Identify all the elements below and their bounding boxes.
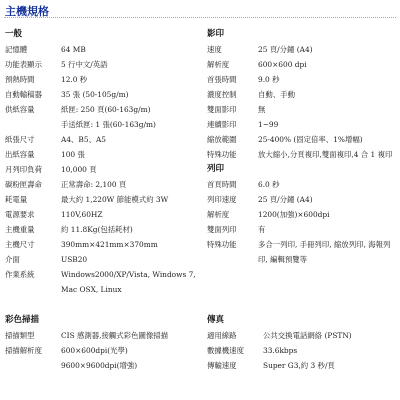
spec-value: 35 張 (50-105g/m): [61, 90, 129, 99]
spec-value: 紙匣: 250 頁(60-163g/m): [61, 105, 151, 114]
spec-value: 5 行中文/英語: [61, 60, 108, 69]
general-section: [5, 27, 205, 297]
spec-value: 25 頁/分鐘 (A4): [258, 195, 313, 204]
spec-row: [5, 177, 205, 192]
spec-row: [5, 72, 205, 87]
spec-value: 有: [258, 225, 266, 234]
spec-label: 功能表顯示: [5, 60, 42, 69]
spec-row: [207, 237, 397, 267]
spec-label: 耗電量: [5, 195, 28, 204]
spec-row: [207, 87, 397, 102]
spec-label: 傳輸速度: [207, 361, 237, 370]
spec-label: 供紙容量: [5, 105, 35, 114]
spec-value: A4、B5、A5: [61, 135, 106, 144]
spec-label: 掃描類型: [5, 331, 35, 340]
spec-label: 縮放範圍: [207, 135, 237, 144]
copy-rows: [207, 42, 397, 162]
spec-row: [5, 222, 205, 237]
spec-row: [5, 267, 205, 297]
spec-value: 無: [258, 105, 266, 114]
spec-label: 自動輸稿器: [5, 90, 42, 99]
spec-label: 雙面列印: [207, 225, 237, 234]
spec-value: 33.6kbps: [263, 346, 298, 355]
spec-value: Super G3,約 3 秒/頁: [263, 361, 335, 370]
spec-row: [207, 72, 397, 87]
spec-label: 介面: [5, 255, 20, 264]
spec-value: USB20: [61, 255, 88, 264]
spec-value: Windows2000/XP/Vista, Windows 7, Mac OSX, Linux: [61, 270, 196, 294]
scan-section: [5, 313, 205, 373]
spec-row: [207, 343, 397, 358]
spec-row: [5, 252, 205, 267]
spec-value: 10,000 頁: [61, 165, 97, 174]
spec-value: 390mm×421mm×370mm: [61, 240, 158, 249]
spec-value: 9.0 秒: [258, 75, 280, 84]
spec-value: 6.0 秒: [258, 180, 280, 189]
spec-label: 記憶體: [5, 45, 28, 54]
spec-row: [207, 177, 397, 192]
spec-label: 碳粉匣壽命: [5, 180, 42, 189]
general-heading: 一般: [5, 29, 23, 39]
spec-label: 首頁時間: [207, 180, 237, 189]
spec-value: 9600×9600dpi(增強): [61, 361, 138, 370]
fax-rows: [207, 328, 397, 373]
spec-value: 最大約 1,220W 節能模式約 3W: [61, 195, 169, 204]
spec-row: [5, 237, 205, 252]
spec-value: 約 11.8Kg(包括耗材): [61, 225, 133, 234]
spec-row: [5, 117, 205, 132]
spec-value: 110V,60HZ: [61, 210, 103, 219]
spec-value: 12.0 秒: [61, 75, 88, 84]
spec-label: 首張時間: [207, 75, 237, 84]
spec-label: 濃度控制: [207, 90, 237, 99]
spec-label: 速度: [207, 45, 222, 54]
spec-row: [207, 117, 397, 132]
scan-rows: [5, 328, 205, 373]
spec-value: 64 MB: [61, 45, 86, 54]
spec-value: 正常壽命: 2,100 頁: [61, 180, 127, 189]
spec-value: 100 張: [61, 150, 85, 159]
spec-row: [207, 132, 397, 147]
copy-print-column: [207, 27, 397, 267]
spec-label: 特殊功能: [207, 240, 237, 249]
spec-label: 列印速度: [207, 195, 237, 204]
spec-row: [207, 147, 397, 162]
spec-row: [5, 328, 205, 343]
spec-row: [5, 42, 205, 57]
spec-label: 解析度: [207, 210, 230, 219]
spec-value: 25 頁/分鐘 (A4): [258, 45, 313, 54]
spec-value: 600×600 dpi: [258, 60, 307, 69]
spec-label: 出紙容量: [5, 150, 35, 159]
spec-label: 雙面影印: [207, 105, 237, 114]
spec-label: 主機尺寸: [5, 240, 35, 249]
spec-row: [5, 358, 205, 373]
spec-value: 1200(加強)×600dpi: [258, 210, 330, 219]
copy-heading: 影印: [207, 29, 225, 39]
spec-row: [207, 222, 397, 237]
spec-label: 紙張尺寸: [5, 135, 35, 144]
title-divider: [4, 17, 396, 18]
page-title: 主機規格: [5, 5, 49, 18]
spec-row: [5, 102, 205, 117]
spec-row: [5, 147, 205, 162]
spec-row: [5, 57, 205, 72]
spec-label: 適用線路: [207, 331, 237, 340]
spec-label: [5, 358, 61, 373]
spec-label: 電源要求: [5, 210, 35, 219]
scan-heading: 彩色掃描: [5, 315, 40, 325]
spec-value: 自動、手動: [258, 90, 295, 99]
spec-row: [207, 102, 397, 117]
spec-label: 數據機速度: [207, 346, 244, 355]
spec-label: [5, 117, 61, 132]
spec-row: [5, 343, 205, 358]
spec-label: 連續影印: [207, 120, 237, 129]
spec-value: 多合一列印, 手冊列印, 縮放列印, 海報列印, 編輯預覽等: [258, 240, 391, 264]
spec-label: 掃描解析度: [5, 346, 42, 355]
spec-label: 預熱時間: [5, 75, 35, 84]
spec-value: CIS 感測器,接觸式彩色圖像掃描: [61, 331, 169, 340]
print-heading: 列印: [207, 164, 225, 174]
print-rows: [207, 177, 397, 267]
spec-row: [5, 162, 205, 177]
spec-row: [207, 207, 397, 222]
spec-row: [207, 192, 397, 207]
spec-value: 放大縮小,分頁複印,雙面複印,4 合 1 複印: [258, 150, 393, 159]
spec-label: 主機重量: [5, 225, 35, 234]
spec-row: [5, 192, 205, 207]
spec-row: [5, 207, 205, 222]
spec-row: [207, 328, 397, 343]
spec-row: [207, 42, 397, 57]
spec-row: [207, 57, 397, 72]
spec-value: 600×600dpi(光學): [61, 346, 128, 355]
spec-value: 1~99: [258, 120, 279, 129]
fax-section: [207, 313, 397, 373]
spec-label: 月列印負荷: [5, 165, 42, 174]
spec-row: [5, 87, 205, 102]
spec-row: [207, 358, 397, 373]
spec-value: 公共交換電話網絡 (PSTN): [263, 331, 352, 340]
spec-label: 作業系統: [5, 270, 35, 279]
spec-value: 手送紙匣: 1 張(60-163g/m): [61, 120, 156, 129]
general-rows: [5, 42, 205, 297]
spec-label: 特殊功能: [207, 150, 237, 159]
fax-heading: 傳真: [207, 315, 225, 325]
spec-value: 25-400% (固定倍率、1%增幅): [258, 135, 363, 144]
spec-label: 解析度: [207, 60, 230, 69]
spec-row: [5, 132, 205, 147]
